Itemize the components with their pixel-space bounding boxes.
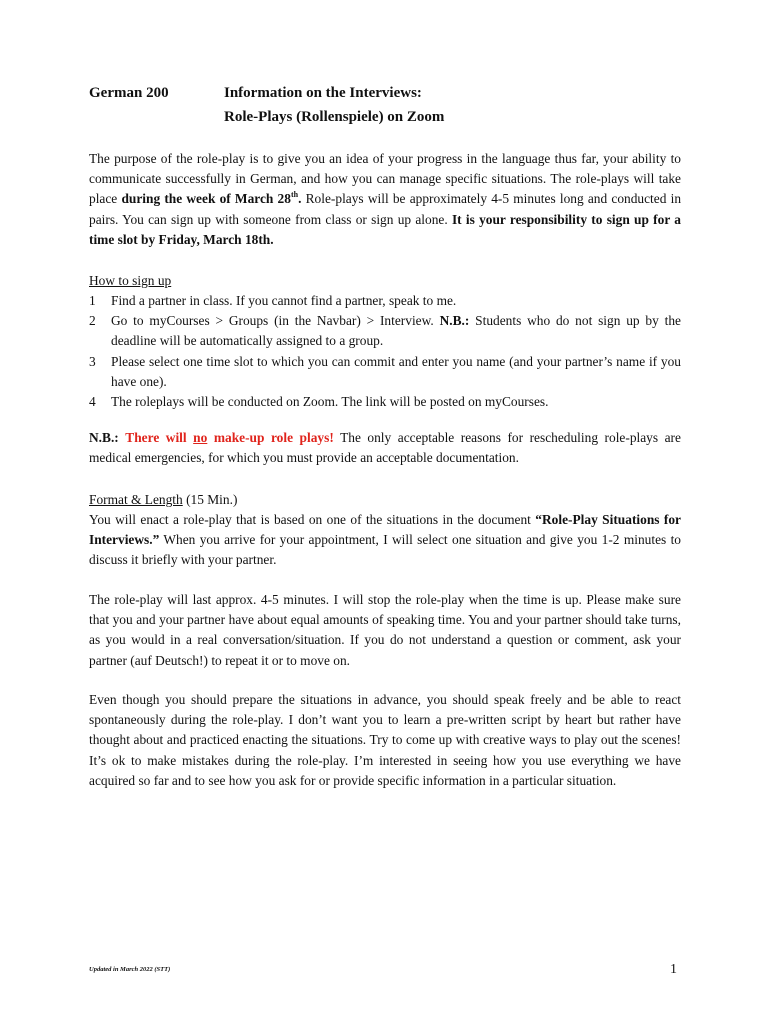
list-item-text-post: Students who do not sign up by the deadline will be automatically assigned to a group. <box>111 313 681 349</box>
list-item <box>89 352 681 392</box>
page-number: 1 <box>670 962 677 977</box>
document-title-line-1: Information on the Interviews: <box>224 85 422 101</box>
signup-deadline: It is your responsibility to sign up for a time slot by Friday, March 18th. <box>89 211 681 247</box>
list-item-text: Find a partner in class. If you cannot find a partner, speak to me. <box>111 293 457 308</box>
signup-heading-row <box>89 271 681 291</box>
list-item <box>89 392 681 412</box>
intro-paragraph <box>89 149 681 250</box>
signup-heading: How to sign up <box>89 273 172 288</box>
course-name: German 200 <box>89 85 169 101</box>
list-item-nb-label: N.B.: <box>439 313 470 329</box>
intro-week-text: during the week of March 28 <box>121 191 291 207</box>
nb-rest: The only acceptable reasons for rescheduling role-plays are medical emergencies, for which you must provide an acceptable documentation. <box>89 430 681 466</box>
list-item-number: 4 <box>89 394 96 410</box>
intro-week-bold <box>121 191 301 206</box>
format-heading-row <box>89 490 681 510</box>
nb-paragraph <box>89 428 681 468</box>
no-makeup-warning <box>125 430 333 445</box>
format-heading: Format & Length <box>89 492 183 507</box>
list-item <box>89 291 681 311</box>
nb-label: N.B.: <box>89 430 119 445</box>
format-duration: (15 Min.) <box>182 492 238 507</box>
list-item <box>89 311 681 351</box>
list-item-number: 3 <box>89 353 96 369</box>
format-p1-text-pre: You will enact a role-play that is based on one of the situations in the document <box>89 512 536 527</box>
format-paragraph-2: The role-play will last approx. 4-5 minutes. I will stop the role-play when the time is up. Please make sure that you and your partner have about equal amounts of speaking time. You and your partner should take turns, as you would in a real conversation/situation. If you do not understand a question or comment, ask your partner (auf Deutsch!) to repeat it or to move on. <box>89 592 681 668</box>
intro-text-2: Role-plays will be approximately 4-5 minutes long and conducted in pairs. You can sign up with someone from class or sign up alone. <box>89 191 682 227</box>
signup-steps-list <box>89 291 681 412</box>
intro-week-superscript: th <box>290 190 299 200</box>
format-paragraph-1 <box>89 510 681 571</box>
list-item-text-pre: Go to myCourses > Groups (in the Navbar) > Interview. <box>111 313 440 329</box>
format-paragraph-3: Even though you should prepare the situations in advance, you should speak freely and be able to react spontaneously during the role-play. I don’t want you to learn a pre-written script by heart but rather have thought about and practiced enacting the situations. Try to come up with creative ways to play out the scenes! It’s ok to make mistakes during the role-play. I’m interested in seeing how you use everything we have acquired so far and to see how you ask for or provide specific information in a particular situation. <box>89 692 681 788</box>
warning-text-post: make-up role plays! <box>207 430 334 445</box>
format-p1-text-post: When you arrive for your appointment, I will select one situation and give you 1-2 minutes to discuss it briefly with your partner. <box>89 532 681 568</box>
list-item-text: The roleplays will be conducted on Zoom. The link will be posted on myCourses. <box>111 394 549 410</box>
list-item-number: 2 <box>89 313 96 329</box>
list-item-text <box>111 311 681 351</box>
warning-text-pre: There will <box>125 430 194 445</box>
warning-text-no: no <box>193 430 208 445</box>
document-title-line-2: Role-Plays (Rollenspiele) on Zoom <box>224 109 445 125</box>
list-item-text: Please select one time slot to which you can commit and enter you name (and your partner’s name if you have one). <box>111 353 681 389</box>
situations-document-name: “Role-Play Situations for Interviews.” <box>89 512 681 548</box>
list-item-number: 1 <box>89 293 96 308</box>
footer-updated-note: Updated in March 2022 (STT) <box>89 966 171 973</box>
intro-week-period: . <box>298 191 302 207</box>
intro-text-1: The purpose of the role-play is to give you an idea of your progress in the language thus far, your ability to communicate successfully in German, and how you can manage specific situations. The role-plays will take place <box>89 151 681 207</box>
